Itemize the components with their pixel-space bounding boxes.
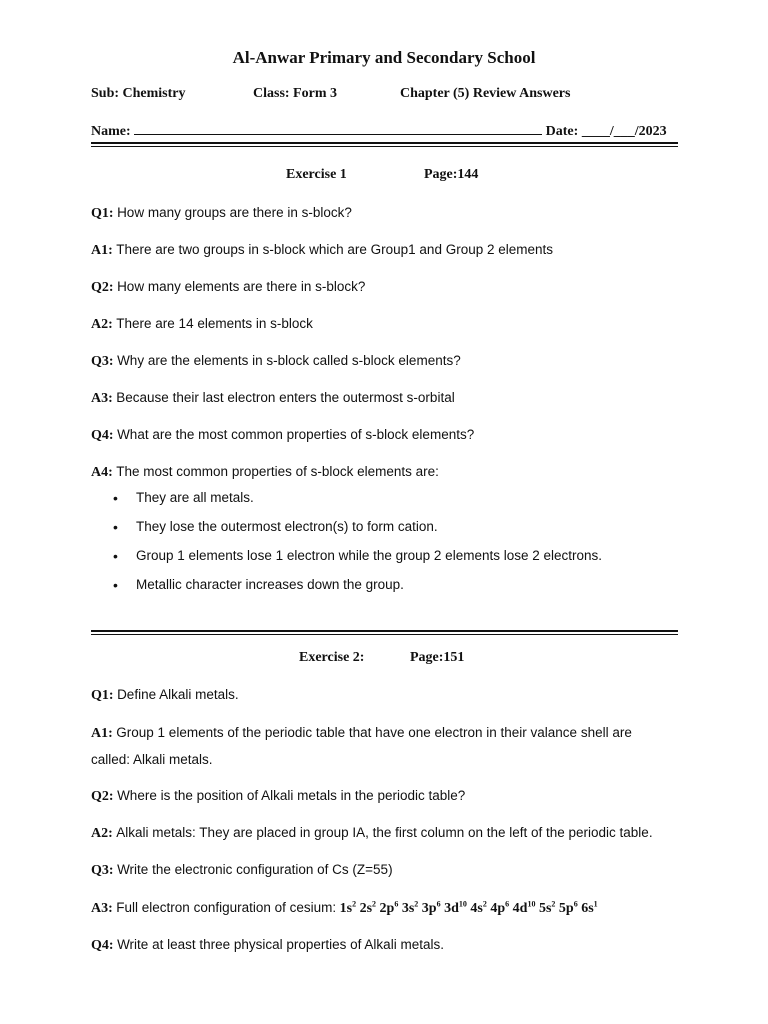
- config-electrons: 2: [482, 899, 487, 909]
- subject-label: Sub: Chemistry: [91, 86, 186, 101]
- config-electrons: 2: [352, 899, 357, 909]
- list-item: • They lose the outermost electron(s) to form cation.: [91, 519, 602, 548]
- name-blank: [134, 122, 542, 135]
- ex1-q2: Q2: How many elements are there in s-block?: [91, 279, 366, 295]
- config-orbital: $3d^{10}$: [444, 899, 467, 916]
- config-electrons: 10: [527, 899, 536, 909]
- name-label: Name:: [91, 124, 131, 139]
- config-orbital: $4p^6$: [490, 899, 510, 916]
- ex2-q4: Q4: Write at least three physical properties of Alkali metals.: [91, 937, 444, 953]
- date-value: ____/___/2023: [581, 124, 667, 139]
- ex2-q3: Q3: Write the electronic configuration of Cs (Z=55): [91, 862, 393, 878]
- school-title: Al-Anwar Primary and Secondary School: [232, 48, 536, 67]
- ex2-q2: Q2: Where is the position of Alkali metals in the periodic table?: [91, 788, 466, 804]
- config-orbital: $5s^2$: [538, 899, 556, 916]
- list-item: • Metallic character increases down the group.: [91, 577, 602, 606]
- config-electrons: 6: [436, 899, 441, 909]
- ex1-a3: A3: Because their last electron enters the outermost s-orbital: [91, 390, 455, 406]
- config-electrons: 6: [394, 899, 399, 909]
- ex2-a1: A1: Group 1 elements of the periodic table that have one electron in their valance shell are: [91, 725, 632, 741]
- config-orbital: $6s^1$: [581, 899, 598, 916]
- ex2-a2: A2: Alkali metals: They are placed in group IA, the first column on the left of the periodic table.: [91, 825, 653, 841]
- config-orbital: $3s^2$: [401, 899, 419, 916]
- header-rule-top: [91, 142, 678, 144]
- config-orbital: $2s^2$: [359, 899, 377, 916]
- ex2-q1: Q1: Define Alkali metals.: [91, 687, 239, 703]
- config-orbital: $4d^{10}$: [512, 899, 536, 916]
- ex1-a4: A4: The most common properties of s-block elements are:: [91, 464, 439, 480]
- ex2-a1-continued: called: Alkali metals.: [91, 752, 213, 767]
- exercise2-title: Exercise 2:: [299, 650, 365, 665]
- config-orbital: $4s^2$: [470, 899, 487, 916]
- config-electrons: 1: [593, 899, 598, 909]
- section-rule-bottom: [91, 634, 678, 635]
- exercise2-page: Page:151: [410, 650, 465, 665]
- chapter-label: Chapter (5) Review Answers: [400, 86, 571, 101]
- exercise1-page: Page:144: [424, 167, 479, 182]
- exercise1-title: Exercise 1: [286, 167, 347, 182]
- class-label: Class: Form 3: [253, 86, 337, 101]
- a4-bullet-list: [91, 490, 602, 606]
- date-label: Date:: [545, 124, 579, 139]
- section-rule-top: [91, 630, 678, 632]
- ex1-q3: Q3: Why are the elements in s-block called s-block elements?: [91, 353, 461, 369]
- config-electrons: 6: [505, 899, 510, 909]
- config-electrons: 2: [372, 899, 377, 909]
- ex1-q1: Q1: How many groups are there in s-block?: [91, 205, 352, 221]
- list-item: • Group 1 elements lose 1 electron while the group 2 elements lose 2 electrons.: [91, 548, 602, 577]
- config-electrons: 6: [573, 899, 578, 909]
- electron-configuration: [340, 901, 598, 916]
- config-orbital: $2p^6$: [379, 899, 399, 916]
- config-orbital: $5p^6$: [558, 899, 578, 916]
- config-orbital: $3p^6$: [421, 899, 441, 916]
- ex1-a2: A2: There are 14 elements in s-block: [91, 316, 313, 332]
- config-electrons: 10: [458, 899, 467, 909]
- name-date-row: [91, 122, 667, 140]
- config-electrons: 2: [414, 899, 419, 909]
- config-electrons: 2: [551, 899, 556, 909]
- header-rule-bottom: [91, 146, 678, 147]
- ex1-a1: A1: There are two groups in s-block which are Group1 and Group 2 elements: [91, 242, 554, 258]
- ex1-q4: Q4: What are the most common properties of s-block elements?: [91, 427, 475, 443]
- list-item: • They are all metals.: [91, 490, 602, 519]
- ex2-a3: A3: Full electron configuration of cesium: $1s^2$ $2s^2$ $2p^6$ $3s^2$ $3p^6$ $3d^{10}$ $4s^2$ $4p^6$ $4d^{10}$ $5s^2$ $5p^6$ $6s^1$: [91, 899, 598, 916]
- config-orbital: $1s^2$: [339, 899, 357, 916]
